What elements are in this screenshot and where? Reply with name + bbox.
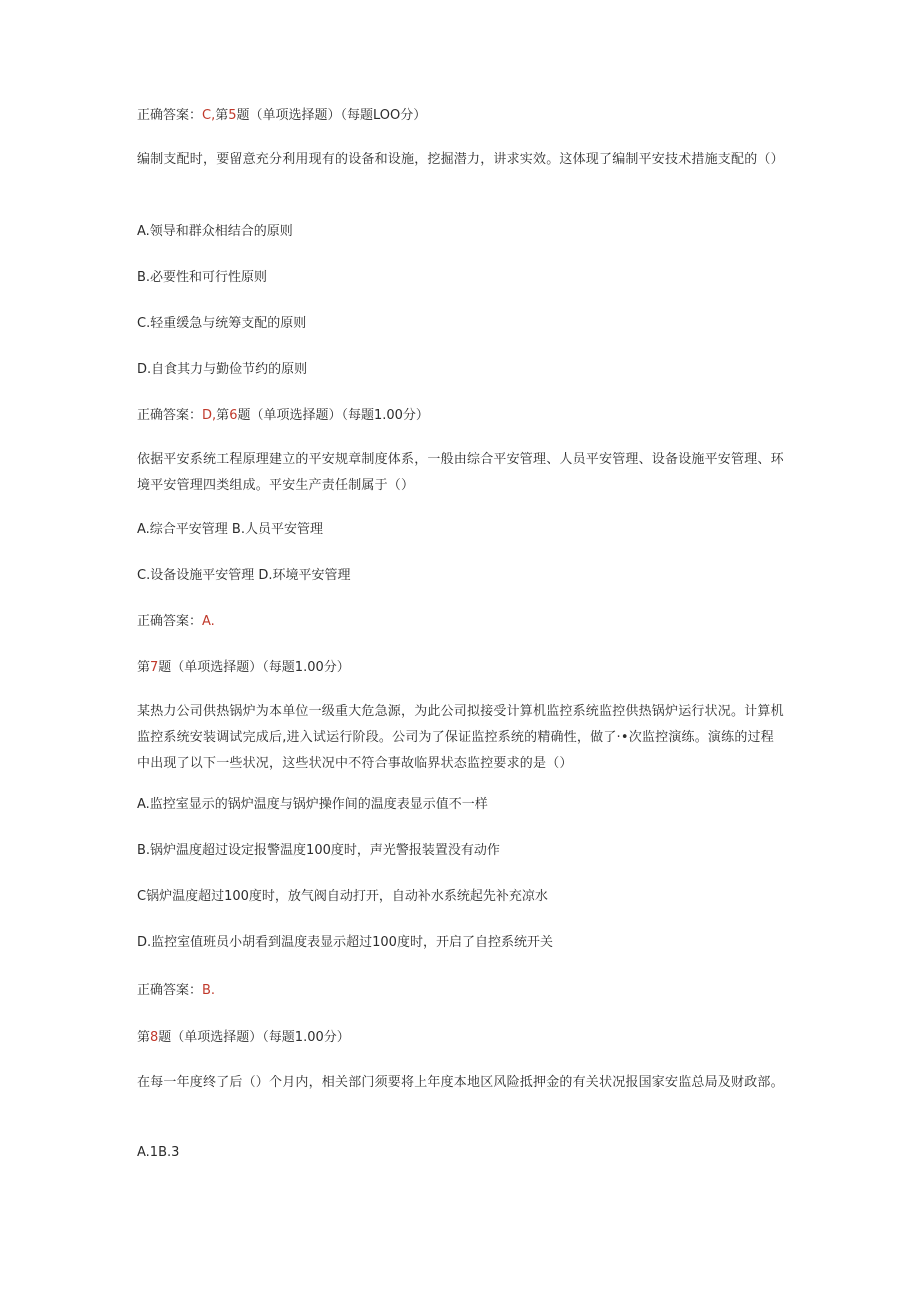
question-number: 5: [228, 108, 237, 123]
answer-value: C,: [202, 108, 216, 123]
question-6-option-ab: A.综合平安管理 B.人员平安管理: [137, 522, 323, 537]
question-5-option-b: B.必要性和可行性原则: [137, 270, 268, 285]
question-suffix: 题（单项选择题）（每题LOO分）: [236, 108, 427, 123]
answer-label: 正确答案：: [137, 983, 203, 998]
question-suffix: 题（单项选择题）（每题1.00分）: [158, 660, 350, 675]
question-number: 8: [150, 1030, 159, 1045]
answer-label: 正确答案：: [137, 408, 203, 423]
question-6-text: 依据平安系统工程原理建立的平安规章制度体系，一般由综合平安管理、人员平安管理、设备设施平安管理、环境平安管理四类组成。平安生产责任制属于（）: [137, 452, 784, 493]
answer-and-question-header-5: [137, 103, 787, 129]
question-7-header: [137, 655, 787, 681]
question-suffix: 题（单项选择题）（每题1.00分）: [237, 408, 429, 423]
question-prefix: 第: [137, 1030, 151, 1045]
question-prefix: 第: [216, 408, 230, 423]
question-7-option-d: D.监控室值班员小胡看到温度表显示超过100度时，开启了自控系统开关: [137, 935, 553, 950]
answer-value: B.: [202, 983, 216, 998]
question-number: 6: [229, 408, 238, 423]
question-5-option-a: A.领导和群众相结合的原则: [137, 224, 293, 239]
question-5-option-d: D.自食其力与勤俭节约的原则: [137, 362, 308, 377]
answer-value: A.: [202, 614, 215, 629]
answer-label: 正确答案：: [137, 108, 203, 123]
answer-label: 正确答案：: [137, 614, 203, 629]
answer-value: D,: [202, 408, 217, 423]
question-7-option-a: A.监控室显示的锅炉温度与锅炉操作间的温度表显示值不一样: [137, 797, 488, 812]
answer-7-line: [137, 978, 787, 1004]
question-suffix: 题（单项选择题）（每题1.00分）: [158, 1030, 350, 1045]
question-8-option-ab: A.1B.3: [137, 1145, 180, 1160]
question-6-option-cd: C.设备设施平安管理 D.环境平安管理: [137, 568, 351, 583]
question-prefix: 第: [137, 660, 151, 675]
question-8-text: 在每一年度终了后（）个月内，相关部门须要将上年度本地区风险抵押金的有关状况报国家安监总局及财政部。: [137, 1075, 784, 1090]
question-prefix: 第: [215, 108, 229, 123]
question-number: 7: [150, 660, 159, 675]
question-8-header: [137, 1025, 787, 1051]
answer-6-line: [137, 609, 787, 635]
question-5-option-c: C.轻重缓急与统筹支配的原则: [137, 316, 307, 331]
answer-and-question-header-6: [137, 403, 787, 429]
question-7-option-b: B.锅炉温度超过设定报警温度100度时，声光警报装置没有动作: [137, 843, 500, 858]
question-5-text: 编制支配时，要留意充分利用现有的设备和设施，挖掘潜力，讲求实效。这体现了编制平安技术措施支配的（）: [137, 152, 784, 167]
question-7-text: 某热力公司供热锅炉为本单位一级重大危急源，为此公司拟接受计算机监控系统监控供热锅炉运行状况。计算机监控系统安装调试完成后,进入试运行阶段。公司为了保证监控系统的精确性，做了·•次监控演练。演练的过程中出现了以下一些状况，这些状况中不符合事故临界状态监控要求的是（）: [137, 704, 784, 771]
question-7-option-c: C锅炉温度超过100度时，放气阀自动打开，自动补水系统起先补充凉水: [137, 889, 548, 904]
